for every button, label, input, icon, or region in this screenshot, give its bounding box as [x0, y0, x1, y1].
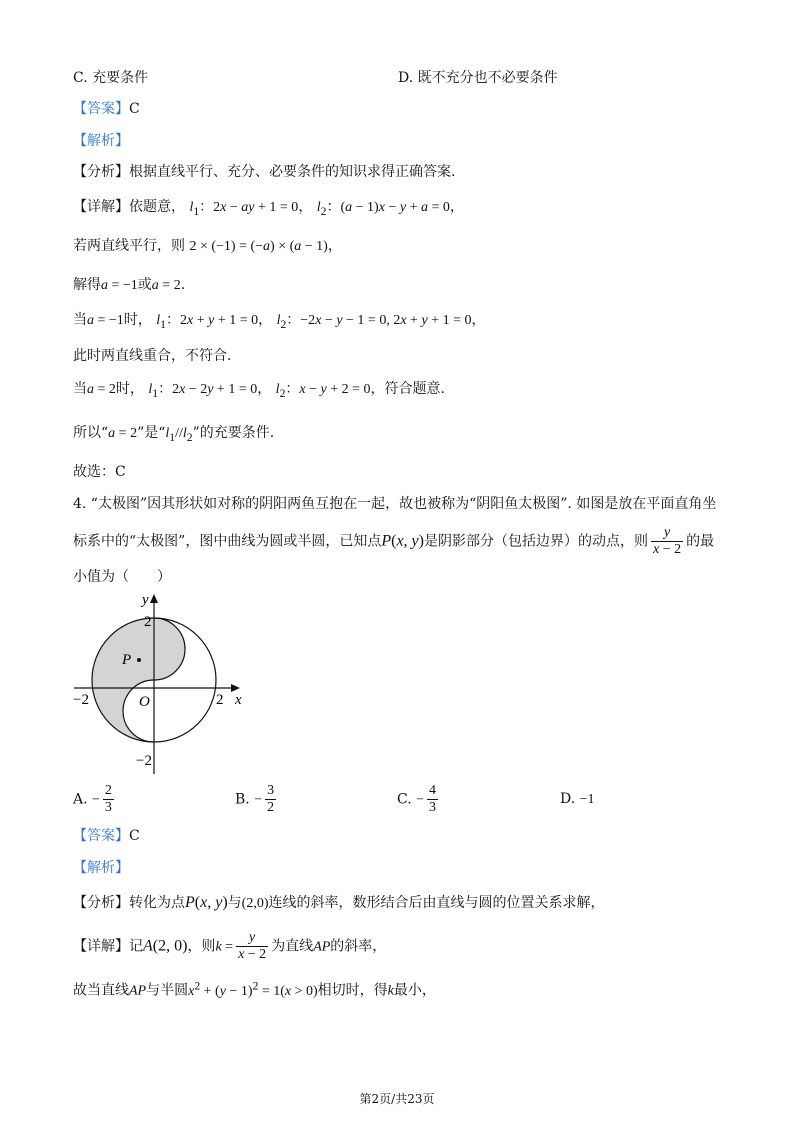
y-axis-arrow [150, 594, 158, 603]
answer-tag: 【答案】 [73, 101, 129, 117]
q3-line3: 解得a = −1或a = 2. [73, 277, 186, 293]
q4-last: 故当直线AP与半圆$x^2 + (y - 1)^2 = 1(x > 0)$相切时，得k最小， [73, 979, 436, 999]
q3-detail: 【详解】依题意， $l_1$：2x − ay + 1 = 0， $l_2$：(a − 1)x − y + a = 0， [73, 199, 464, 218]
q4-stem-3: 小值为（ ） [73, 569, 171, 585]
y-axis-label: y [142, 592, 149, 608]
x-axis-arrow [231, 684, 240, 692]
q3-jiexi [73, 131, 129, 151]
q3-line4: 当a = −1时， $l_1$：2x + y + 1 = 0， $l_2$：−2x − y − 1 = 0, 2x + y + 1 = 0， [73, 312, 486, 331]
jiexi-tag: 【解析】 [73, 133, 129, 149]
q4-fenxi: 【分析】转化为点P(x, y)与(2,0)连线的斜率，数形结合后由直线与圆的位置关系求解， [73, 894, 605, 911]
shaded-region [92, 618, 185, 742]
q3-line5: 此时两直线重合，不符合. [73, 348, 232, 364]
tick-y-bottom: −2 [136, 753, 152, 769]
q4-answer: 【答案】C [73, 828, 140, 844]
point-dot [137, 658, 141, 662]
tick-x-right: 2 [216, 692, 224, 708]
q4-jiexi: 【解析】 [73, 860, 129, 876]
q3-line6: 当a = 2时， $l_1$：2x − 2y + 1 = 0， $l_2$：x − y + 2 = 0，符合题意. [73, 381, 445, 400]
tick-x-left: −2 [73, 692, 89, 708]
taiji-figure [70, 588, 270, 778]
x-axis-label: x [235, 692, 242, 708]
fenxi-tag: 【分析】 [73, 164, 129, 180]
point-label: P [122, 652, 132, 668]
q4-option-a: A. − $\frac{2}{3}$ [73, 783, 112, 815]
detail-text: 依题意， [129, 199, 185, 215]
q4-option-c: C. − $\frac{4}{3}$ [397, 783, 437, 815]
q4-stem-1: 4. “太极图”因其形状如对称的阴阳两鱼互抱在一起，故也被称为“阴阳鱼太极图”. 如图是放在平面直角坐 [73, 496, 717, 512]
q4-detail: 【详解】记A(2, 0)，则k = $\frac{y}{x - 2}$ 为直线AP的斜率， [73, 930, 387, 962]
tick-y-top: 2 [144, 614, 152, 630]
option-d-line: D. 既不充分也不必要条件 [398, 70, 558, 86]
fenxi-text: 根据直线平行、充分、必要条件的知识求得正确答案. [129, 164, 456, 180]
detail-tag: 【详解】 [73, 199, 129, 215]
option-c-line: C. 充要条件 [73, 70, 149, 86]
q3-choose: 故选：C [73, 464, 126, 480]
page-footer: 第2页/共23页 [359, 1092, 435, 1106]
q3-fenxi [73, 162, 455, 182]
q3-answer [73, 99, 140, 119]
origin-label: O [139, 694, 150, 710]
q4-stem-2: 标系中的“太极图”，图中曲线为圆或半圆，已知点P(x, y)是阴影部分（包括边界）的动点，则 $\frac{y}{x - 2}$ 的最 [73, 525, 715, 557]
q4-option-b: B. − $\frac{3}{2}$ [235, 783, 275, 815]
q4-option-d: D. −1 [560, 791, 595, 807]
q3-line2: 若两直线平行，则 2 × (−1) = (−a) × (a − 1)， [73, 238, 342, 254]
q3-line7: 所以“a = 2”是“$l_1//l_2$”的充要条件. [73, 425, 275, 444]
answer-value: C [129, 101, 140, 117]
